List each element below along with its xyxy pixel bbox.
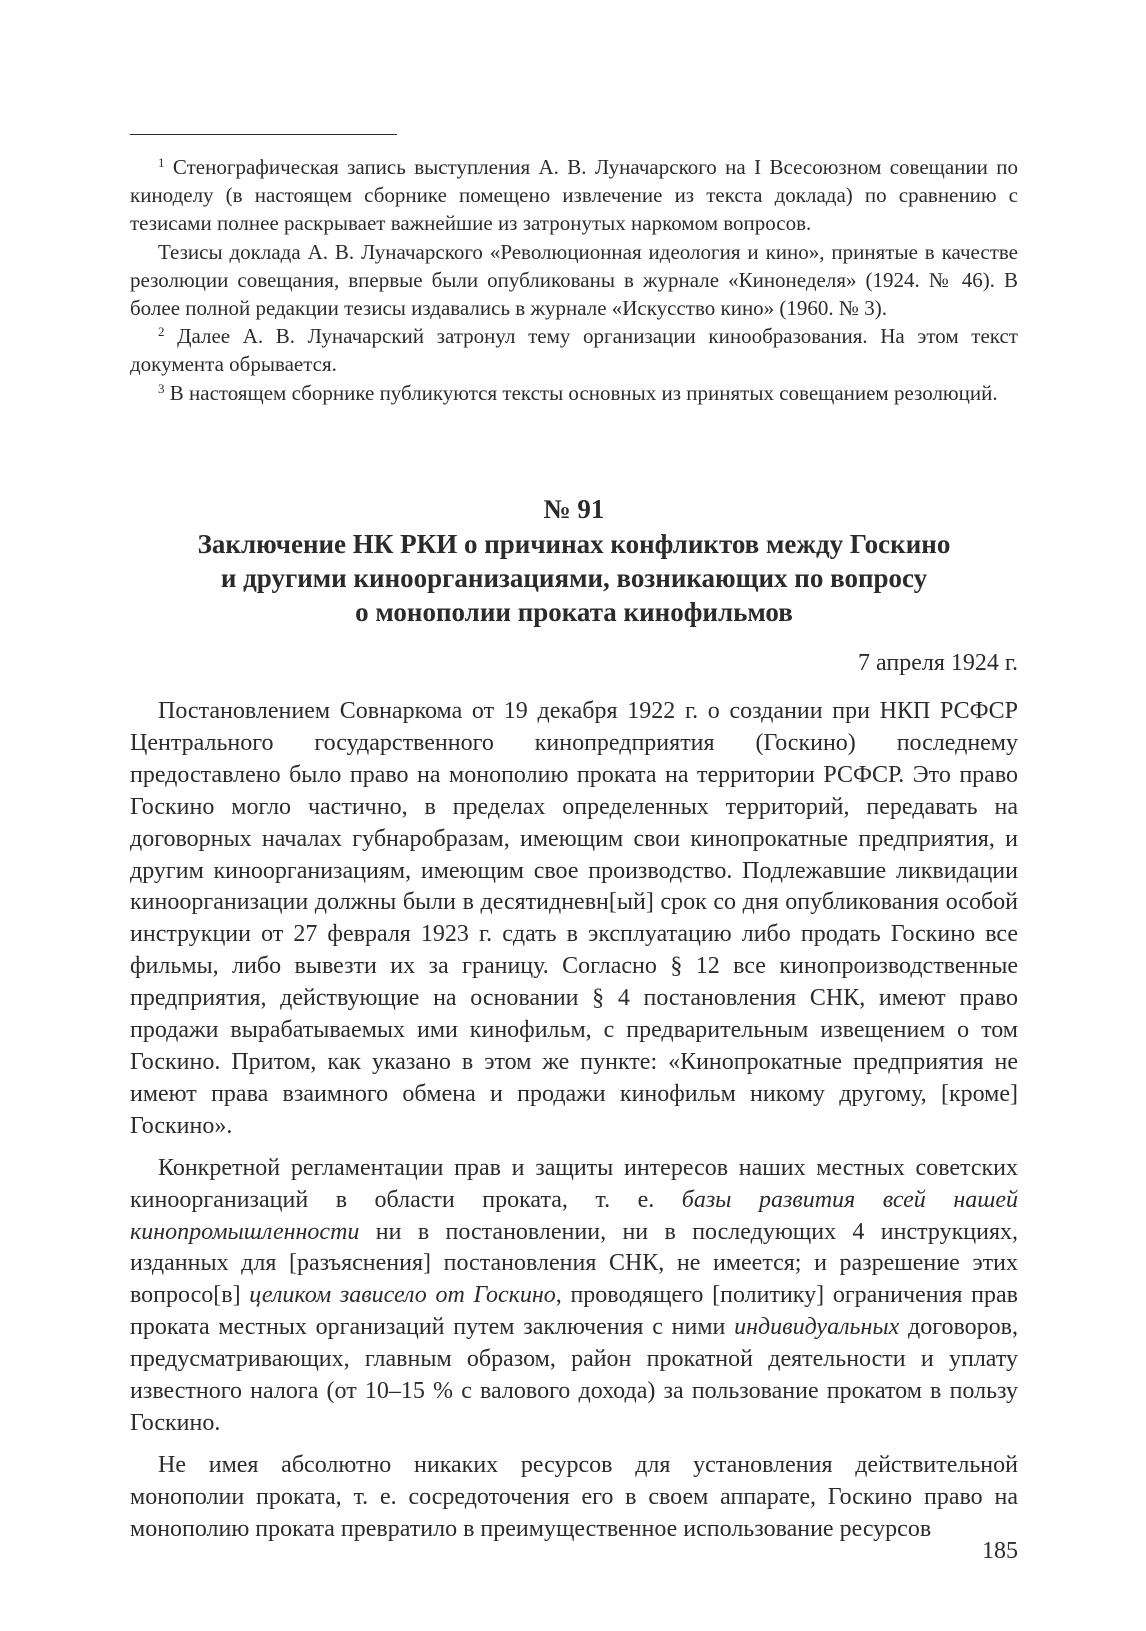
- document-date: 7 апреля 1924 г.: [858, 650, 1018, 676]
- footnote-marker: 2: [158, 324, 165, 340]
- footnote-marker: 1: [158, 155, 165, 170]
- paragraph-text: договоров, предусматривающих, главным образом, район прокатной деятельности и уплату известного налога (от 10–15 % с валового дохода) за пользование прокатом в пользу Госкино.: [130, 1314, 1018, 1436]
- document-body: [130, 696, 1018, 1556]
- book-page: [130, 0, 1018, 1631]
- document-title-line: Заключение НК РКИ о причинах конфликтов между Госкино: [197, 529, 951, 559]
- body-paragraph: [130, 696, 1018, 1143]
- paragraph-text: Постановлением Совнаркома от 19 декабря 1922 г. о создании при НКП РСФСР Центрального государственного кинопредприятия (Госкино) последнему предоставлено было право на монополию проката на территории РСФСР. Это право Госкино могло частично, в пределах определенных территорий, передавать на договорных началах губнаробразам, имеющим свои кинопрокатные предприятия, и другим киноорганизациям, имеющим свое производство. Подлежавшие ликвидации киноорганизации должны были в десятидневн[ый] срок со дня опубликования особой инструкции от 27 февраля 1923 г. сдать в эксплуатацию либо продать Госкино все фильмы, либо вывезти их за границу. Согласно § 12 все кинопроизводственные предприятия, действующие на основании § 4 постановления СНК, имеют право продажи вырабатываемых ими кинофильм, с предварительным извещением о том Госкино. Притом, как указано в этом же пункте: «Кинопрокатные предприятия не имеют права взаимного обмена и продажи кинофильм никому другому, [кроме] Госкино».: [130, 698, 1018, 1139]
- footnote-text: Стенографическая запись выступления А. В. Луначарского на I Всесоюзном совещании по киноделу (в настоящем сборнике помещено извлечение из текста доклада) по сравнению с тезисами полнее раскрывает важнейшие из затронутых наркомом вопросов.: [130, 155, 1018, 236]
- footnote-text: Далее А. В. Луначарский затронул тему организации кинообразования. На этом текст документа обрывается.: [130, 324, 1018, 377]
- footnote-marker: 3: [158, 380, 165, 396]
- footnote-separator: [130, 134, 397, 135]
- body-paragraph: [130, 1153, 1018, 1440]
- paragraph-text: , проводящего [политику] ограничения прав проката местных организаций путем заключения с ними: [130, 1282, 1018, 1341]
- footnote-text: Тезисы доклада А. В. Луначарского «Революционная идеология и кино», принятые в качестве резолюции совещания, впервые были опубликованы в журнале «Кинонеделя» (1924. № 46). В более полной редакции тезисы издавались в журнале «Искусство кино» (1960. № 3).: [130, 239, 1018, 321]
- italic-emphasis: базы развития всей нашей кинопромышленности: [130, 1186, 1018, 1245]
- page-number: 185: [982, 1538, 1018, 1564]
- footnote-1: [130, 153, 1018, 238]
- document-title: [130, 527, 1018, 629]
- document-number: № 91: [543, 494, 605, 524]
- body-paragraph: [130, 1450, 1018, 1546]
- footnote-text: В настоящем сборнике публикуются тексты основных из принятых совещанием резолюций.: [169, 380, 998, 405]
- italic-emphasis: индивидуальных: [734, 1314, 900, 1341]
- paragraph-text: Не имея абсолютно никаких ресурсов для установления действительной монополии проката, т. е. сосредоточения его в своем аппарате, Госкино право на монополию проката превратило в преимущественное использование ресурсов: [130, 1451, 1018, 1542]
- paragraph-text: Конкретной регламентации прав и защиты интересов наших местных советских киноорганизаций в области проката, т. е.: [130, 1154, 1018, 1213]
- paragraph-text: ни в постановлении, ни в последующих 4 инструкциях, изданных для [разъяснения] постановления СНК, не имеется; и разрешение этих вопросо[в]: [130, 1218, 1018, 1309]
- footnote-2: [130, 322, 1018, 378]
- footnote-1-continued: [130, 238, 1018, 323]
- footnotes: [130, 153, 1018, 407]
- document-title-line: и другими киноорганизациями, возникающих по вопросу: [220, 563, 928, 593]
- document-title-line: о монополии проката кинофильмов: [355, 597, 793, 627]
- italic-emphasis: целиком зависело от Госкино: [249, 1282, 556, 1309]
- footnote-3: [130, 379, 1018, 407]
